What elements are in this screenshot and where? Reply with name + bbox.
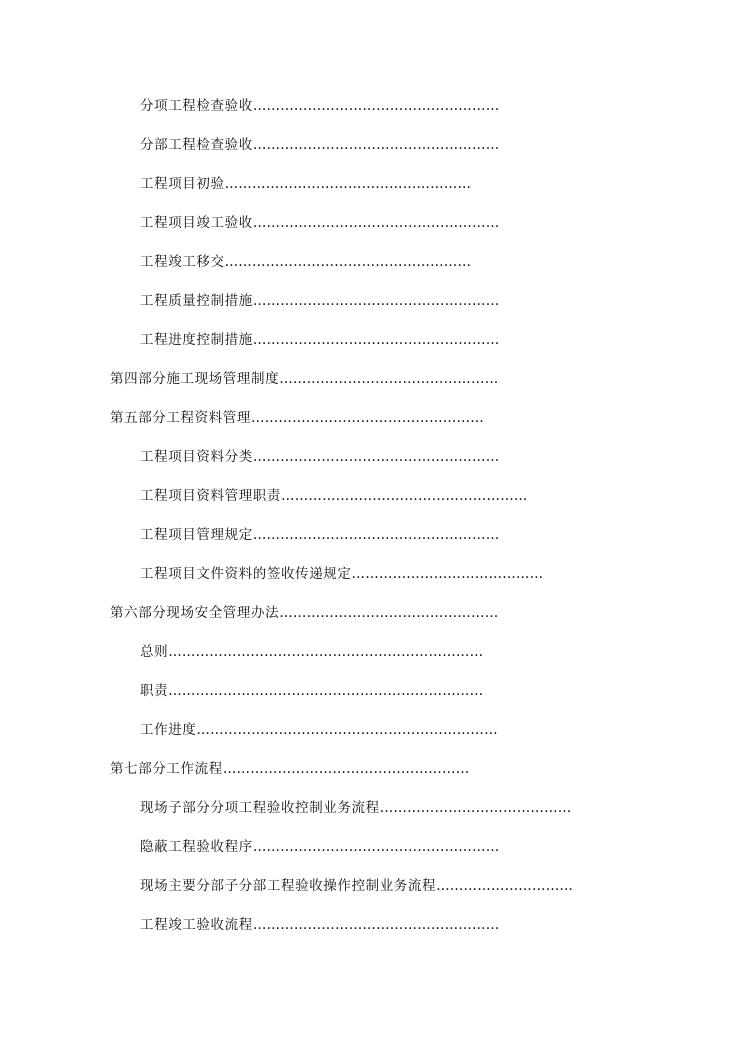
toc-entry-management-rules[interactable] bbox=[140, 526, 499, 544]
toc-entry-completion-acceptance[interactable] bbox=[140, 214, 499, 232]
toc-entry-document-responsibilities[interactable] bbox=[140, 487, 528, 505]
toc-leader-dots: ……………………………………………… bbox=[222, 761, 470, 777]
toc-entry-title: 工程进度控制措施 bbox=[140, 332, 253, 348]
toc-leader-dots: ……………………………………………… bbox=[224, 176, 472, 192]
toc-entry-title: 第六部分现场安全管理办法 bbox=[110, 605, 280, 621]
toc-leader-dots: ……………………………………………… bbox=[252, 137, 500, 153]
toc-leader-dots: …………………………………………… bbox=[251, 410, 484, 426]
toc-entry-title: 分部工程检查验收 bbox=[140, 137, 253, 153]
toc-leader-dots: ……………………………………………… bbox=[252, 917, 500, 933]
toc-entry-title: 总则 bbox=[140, 644, 169, 660]
toc-entry-division-acceptance-flow[interactable] bbox=[140, 877, 573, 895]
toc-section-part-seven[interactable] bbox=[110, 760, 469, 778]
toc-entry-title: 现场子部分分项工程验收控制业务流程 bbox=[140, 800, 380, 816]
toc-leader-dots: …………………………………… bbox=[379, 800, 572, 816]
toc-entry-quality-control[interactable] bbox=[140, 292, 499, 310]
toc-entry-handover[interactable] bbox=[140, 253, 471, 271]
toc-entry-title: 工程项目资料分类 bbox=[140, 449, 253, 465]
toc-entry-title: 职责 bbox=[140, 683, 169, 699]
toc-entry-initial-acceptance[interactable] bbox=[140, 175, 471, 193]
toc-entry-title: 工程项目管理规定 bbox=[140, 527, 253, 543]
toc-leader-dots: ………………………………………………………… bbox=[196, 722, 498, 738]
toc-entry-title: 工程竣工移交 bbox=[140, 254, 225, 270]
toc-leader-dots: ……………………………………………… bbox=[252, 527, 500, 543]
toc-entry-title: 工程质量控制措施 bbox=[140, 293, 253, 309]
toc-section-part-five[interactable] bbox=[110, 409, 484, 427]
toc-entry-title: 第四部分施工现场管理制度 bbox=[110, 371, 280, 387]
toc-entry-title: 第七部分工作流程 bbox=[110, 761, 223, 777]
toc-entry-title: 隐蔽工程验收程序 bbox=[140, 839, 253, 855]
toc-leader-dots: ………………………………………… bbox=[279, 605, 499, 621]
toc-entry-work-progress[interactable] bbox=[140, 721, 498, 739]
toc-section-part-six[interactable] bbox=[110, 604, 498, 622]
toc-entry-document-transfer-rules[interactable] bbox=[140, 565, 543, 583]
toc-leader-dots: ……………………………………………… bbox=[252, 215, 500, 231]
toc-entry-concealed-works-procedure[interactable] bbox=[140, 838, 499, 856]
toc-leader-dots: ……………………………………………… bbox=[252, 293, 500, 309]
toc-section-part-four[interactable] bbox=[110, 370, 498, 388]
toc-entry-subitem-acceptance-flow[interactable] bbox=[140, 799, 572, 817]
toc-entry-title: 工程项目资料管理职责 bbox=[140, 488, 281, 504]
toc-leader-dots: …………………………………………………………… bbox=[168, 683, 484, 699]
toc-entry-general-provisions[interactable] bbox=[140, 643, 483, 661]
toc-entry-title: 工程项目初验 bbox=[140, 176, 225, 192]
toc-leader-dots: ………………………………………… bbox=[279, 371, 499, 387]
toc-entry-title: 工程项目文件资料的签收传递规定 bbox=[140, 566, 352, 582]
toc-leader-dots: ……………………………………………… bbox=[252, 98, 500, 114]
toc-leader-dots: …………………………………………………………… bbox=[168, 644, 484, 660]
toc-entry-title: 工程项目竣工验收 bbox=[140, 215, 253, 231]
toc-leader-dots: ……………………………………………… bbox=[252, 332, 500, 348]
toc-leader-dots: ………………………… bbox=[436, 878, 574, 894]
toc-leader-dots: ……………………………………………… bbox=[281, 488, 528, 504]
toc-leader-dots: ……………………………………………… bbox=[224, 254, 472, 270]
toc-entry-division-inspection[interactable] bbox=[140, 136, 499, 154]
toc-entry-title: 工程竣工验收流程 bbox=[140, 917, 253, 933]
toc-entry-title: 分项工程检查验收 bbox=[140, 98, 253, 114]
toc-entry-progress-control[interactable] bbox=[140, 331, 499, 349]
toc-entry-document-classification[interactable] bbox=[140, 448, 499, 466]
toc-entry-title: 现场主要分部子分部工程验收操作控制业务流程 bbox=[140, 878, 437, 894]
toc-leader-dots: …………………………………… bbox=[351, 566, 544, 582]
toc-leader-dots: ……………………………………………… bbox=[252, 839, 500, 855]
toc-leader-dots: ……………………………………………… bbox=[252, 449, 500, 465]
toc-entry-responsibilities[interactable] bbox=[140, 682, 483, 700]
toc-entry-title: 第五部分工程资料管理 bbox=[110, 410, 251, 426]
toc-entry-title: 工作进度 bbox=[140, 722, 197, 738]
toc-entry-completion-acceptance-flow[interactable] bbox=[140, 916, 499, 934]
toc-entry-subitem-inspection[interactable] bbox=[140, 97, 499, 115]
